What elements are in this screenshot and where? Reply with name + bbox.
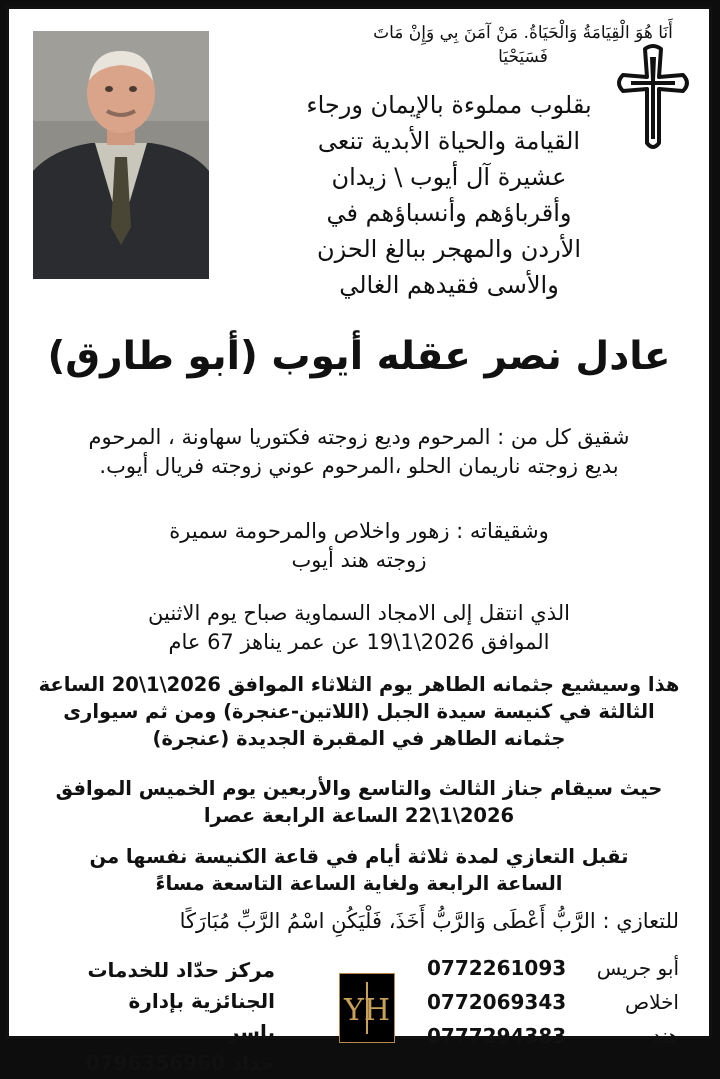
funeral-line: الثالثة في كنيسة سيدة الجبل (اللاتين-عنجرة) ومن ثم سيوارى	[63, 700, 655, 723]
memorial-line: 2026\1\22 الساعة الرابعة عصرا	[203, 804, 515, 827]
deceased-photo	[33, 31, 209, 279]
death-line: الذي انتقل إلى الامجاد السماوية صباح يوم الاثنين	[148, 601, 570, 625]
portrait-image	[33, 31, 209, 279]
contact-row	[427, 1019, 679, 1053]
prayer-quote: الرَّبُّ أَعْطَى وَالرَّبُّ أَخَذَ، فَلْيَكُنِ اسْمُ الرَّبِّ مُبَارَكًا	[179, 909, 596, 933]
services-line: الجنائزية بإدارة ياسر	[128, 989, 275, 1044]
memorial-line: حيث سيقام جناز الثالث والتاسع والأربعين يوم الخميس الموافق	[55, 777, 663, 800]
death-line: الموافق 2026\1\19 عن عمر يناهز 67 عام	[168, 630, 550, 654]
services-line: مركز حدّاد للخدمات	[87, 958, 275, 982]
condolence-prayer	[39, 907, 679, 936]
funeral-line: جثمانه الطاهر في المقبرة الجديدة (عنجرة)	[152, 727, 566, 750]
logo-text: YH	[344, 993, 390, 1028]
contact-row	[427, 985, 679, 1019]
sisters-paragraph	[31, 517, 687, 575]
funeral-line: هذا وسيشيع جثمانه الطاهر يوم الثلاثاء الموافق 2026\1\20 الساعة	[38, 673, 680, 696]
contact-phone[interactable]: 0772069343	[427, 990, 567, 1014]
funeral-services-logo	[339, 973, 395, 1043]
intro-line: القيامة والحياة الأبدية تنعى	[317, 127, 581, 155]
condolences-line: الساعة الرابعة ولغاية الساعة التاسعة مساءً	[155, 872, 563, 895]
death-date-paragraph	[31, 599, 687, 657]
prayer-label: للتعازي :	[602, 909, 679, 933]
intro-line: والأسى فقيدهم الغالي	[339, 271, 559, 299]
obituary-page	[6, 6, 712, 1075]
funeral-paragraph	[31, 671, 687, 752]
deceased-name: عادل نصر عقله أيوب (أبو طارق)	[47, 334, 671, 379]
siblings-paragraph	[31, 423, 687, 481]
funeral-services-info	[75, 955, 275, 1079]
intro-line: وأقرباؤهم وأنسباؤهم في	[326, 199, 572, 227]
contact-phone[interactable]: 0772261093	[427, 956, 567, 980]
contacts-list	[427, 951, 679, 1053]
sisters-line: وشقيقاته : زهور واخلاص والمرحومة سميرة	[169, 519, 549, 543]
contact-phone[interactable]: 0777294383	[427, 1024, 567, 1048]
contact-name: هند	[651, 1024, 679, 1048]
condolences-line: تقبل التعازي لمدة ثلاثة أيام في قاعة الكنيسة نفسها من	[89, 845, 629, 868]
contact-name: اخلاص	[624, 990, 679, 1014]
intro-line: بقلوب مملوءة بالإيمان ورجاء	[306, 91, 592, 119]
services-line: حداد 0796356960	[85, 1051, 275, 1075]
contact-row	[427, 951, 679, 985]
intro-text	[249, 87, 649, 303]
contact-name: أبو جريس	[596, 956, 679, 980]
intro-line: الأردن والمهجر ببالغ الحزن	[316, 235, 582, 263]
memorial-service-paragraph	[31, 775, 687, 829]
siblings-line: شقيق كل من : المرحوم وديع زوجته فكتوريا سهاونة ، المرحوم	[88, 425, 630, 449]
bible-verse: أَنَا هُوَ الْقِيَامَةُ وَالْحَيَاةُ. مَنْ آمَنَ بِي وَإِنْ مَاتَ فَسَيَحْيَا	[373, 23, 673, 67]
sisters-line: زوجته هند أيوب	[291, 548, 427, 572]
condolences-paragraph	[31, 843, 687, 897]
siblings-line: بديع زوجته ناريمان الحلو ،المرحوم عوني زوجته فريال أيوب.	[99, 454, 619, 478]
intro-line: عشيرة آل أيوب \ زيدان	[331, 163, 567, 191]
